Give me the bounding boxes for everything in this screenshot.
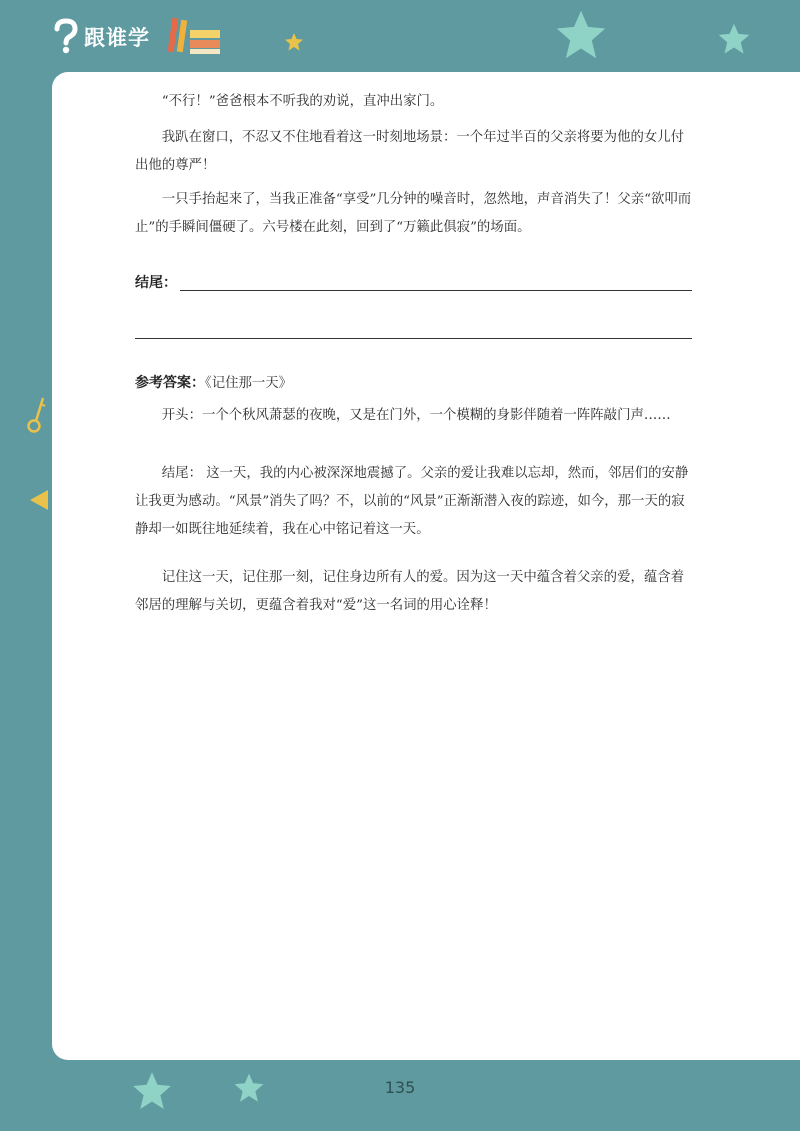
paragraph: 一只手抬起来了，当我正准备“享受”几分钟的噪音时，忽然地，声音消失了！父亲“欲叩而止”的手瞬间僵硬了。六号楼在此刻，回到了“万籁此俱寂”的场面。	[135, 192, 692, 235]
paragraph: “不行！”爸爸根本不听我的劝说，直冲出家门。	[161, 94, 444, 109]
ending-label: 结尾：	[135, 275, 177, 291]
paragraph: 我趴在窗口，不忍又不住地看着这一时刻地场景：一个年过半百的父亲将要为他的女儿付出他的尊严！	[135, 130, 685, 173]
page-number: 135	[384, 1078, 416, 1097]
answer-line	[180, 290, 692, 291]
answer-ending: 结尾： 这一天，我的内心被深深地震撼了。父亲的爱让我难以忘却，然而，邻居们的安静让我更为感动。“风景”消失了吗？不，以前的“风景”正渐渐潜入夜的踪迹，如今，那一天的寂静却一如既往地延续着，我在心中铭记着这一天。	[135, 466, 689, 537]
essay-title: 《记住那一天》	[205, 376, 293, 391]
answer-line	[135, 338, 692, 339]
key-icon	[24, 394, 48, 434]
reference-answer-label: 参考答案：	[135, 375, 205, 391]
answer-opening: 开头：一个个秋风萧瑟的夜晚，又是在门外，一个模糊的身影伴随着一阵阵敲门声……	[161, 408, 671, 423]
logo-text: 跟谁学	[84, 26, 150, 50]
reference-answer-heading	[135, 372, 292, 392]
triangle-marker-icon	[28, 488, 50, 512]
answer-closing: 记住这一天，记住那一刻，记住身边所有人的爱。因为这一天中蕴含着父亲的爱，蕴含着邻居的理解与关切，更蕴含着我对“爱”这一名词的用心诠释！	[135, 570, 685, 613]
